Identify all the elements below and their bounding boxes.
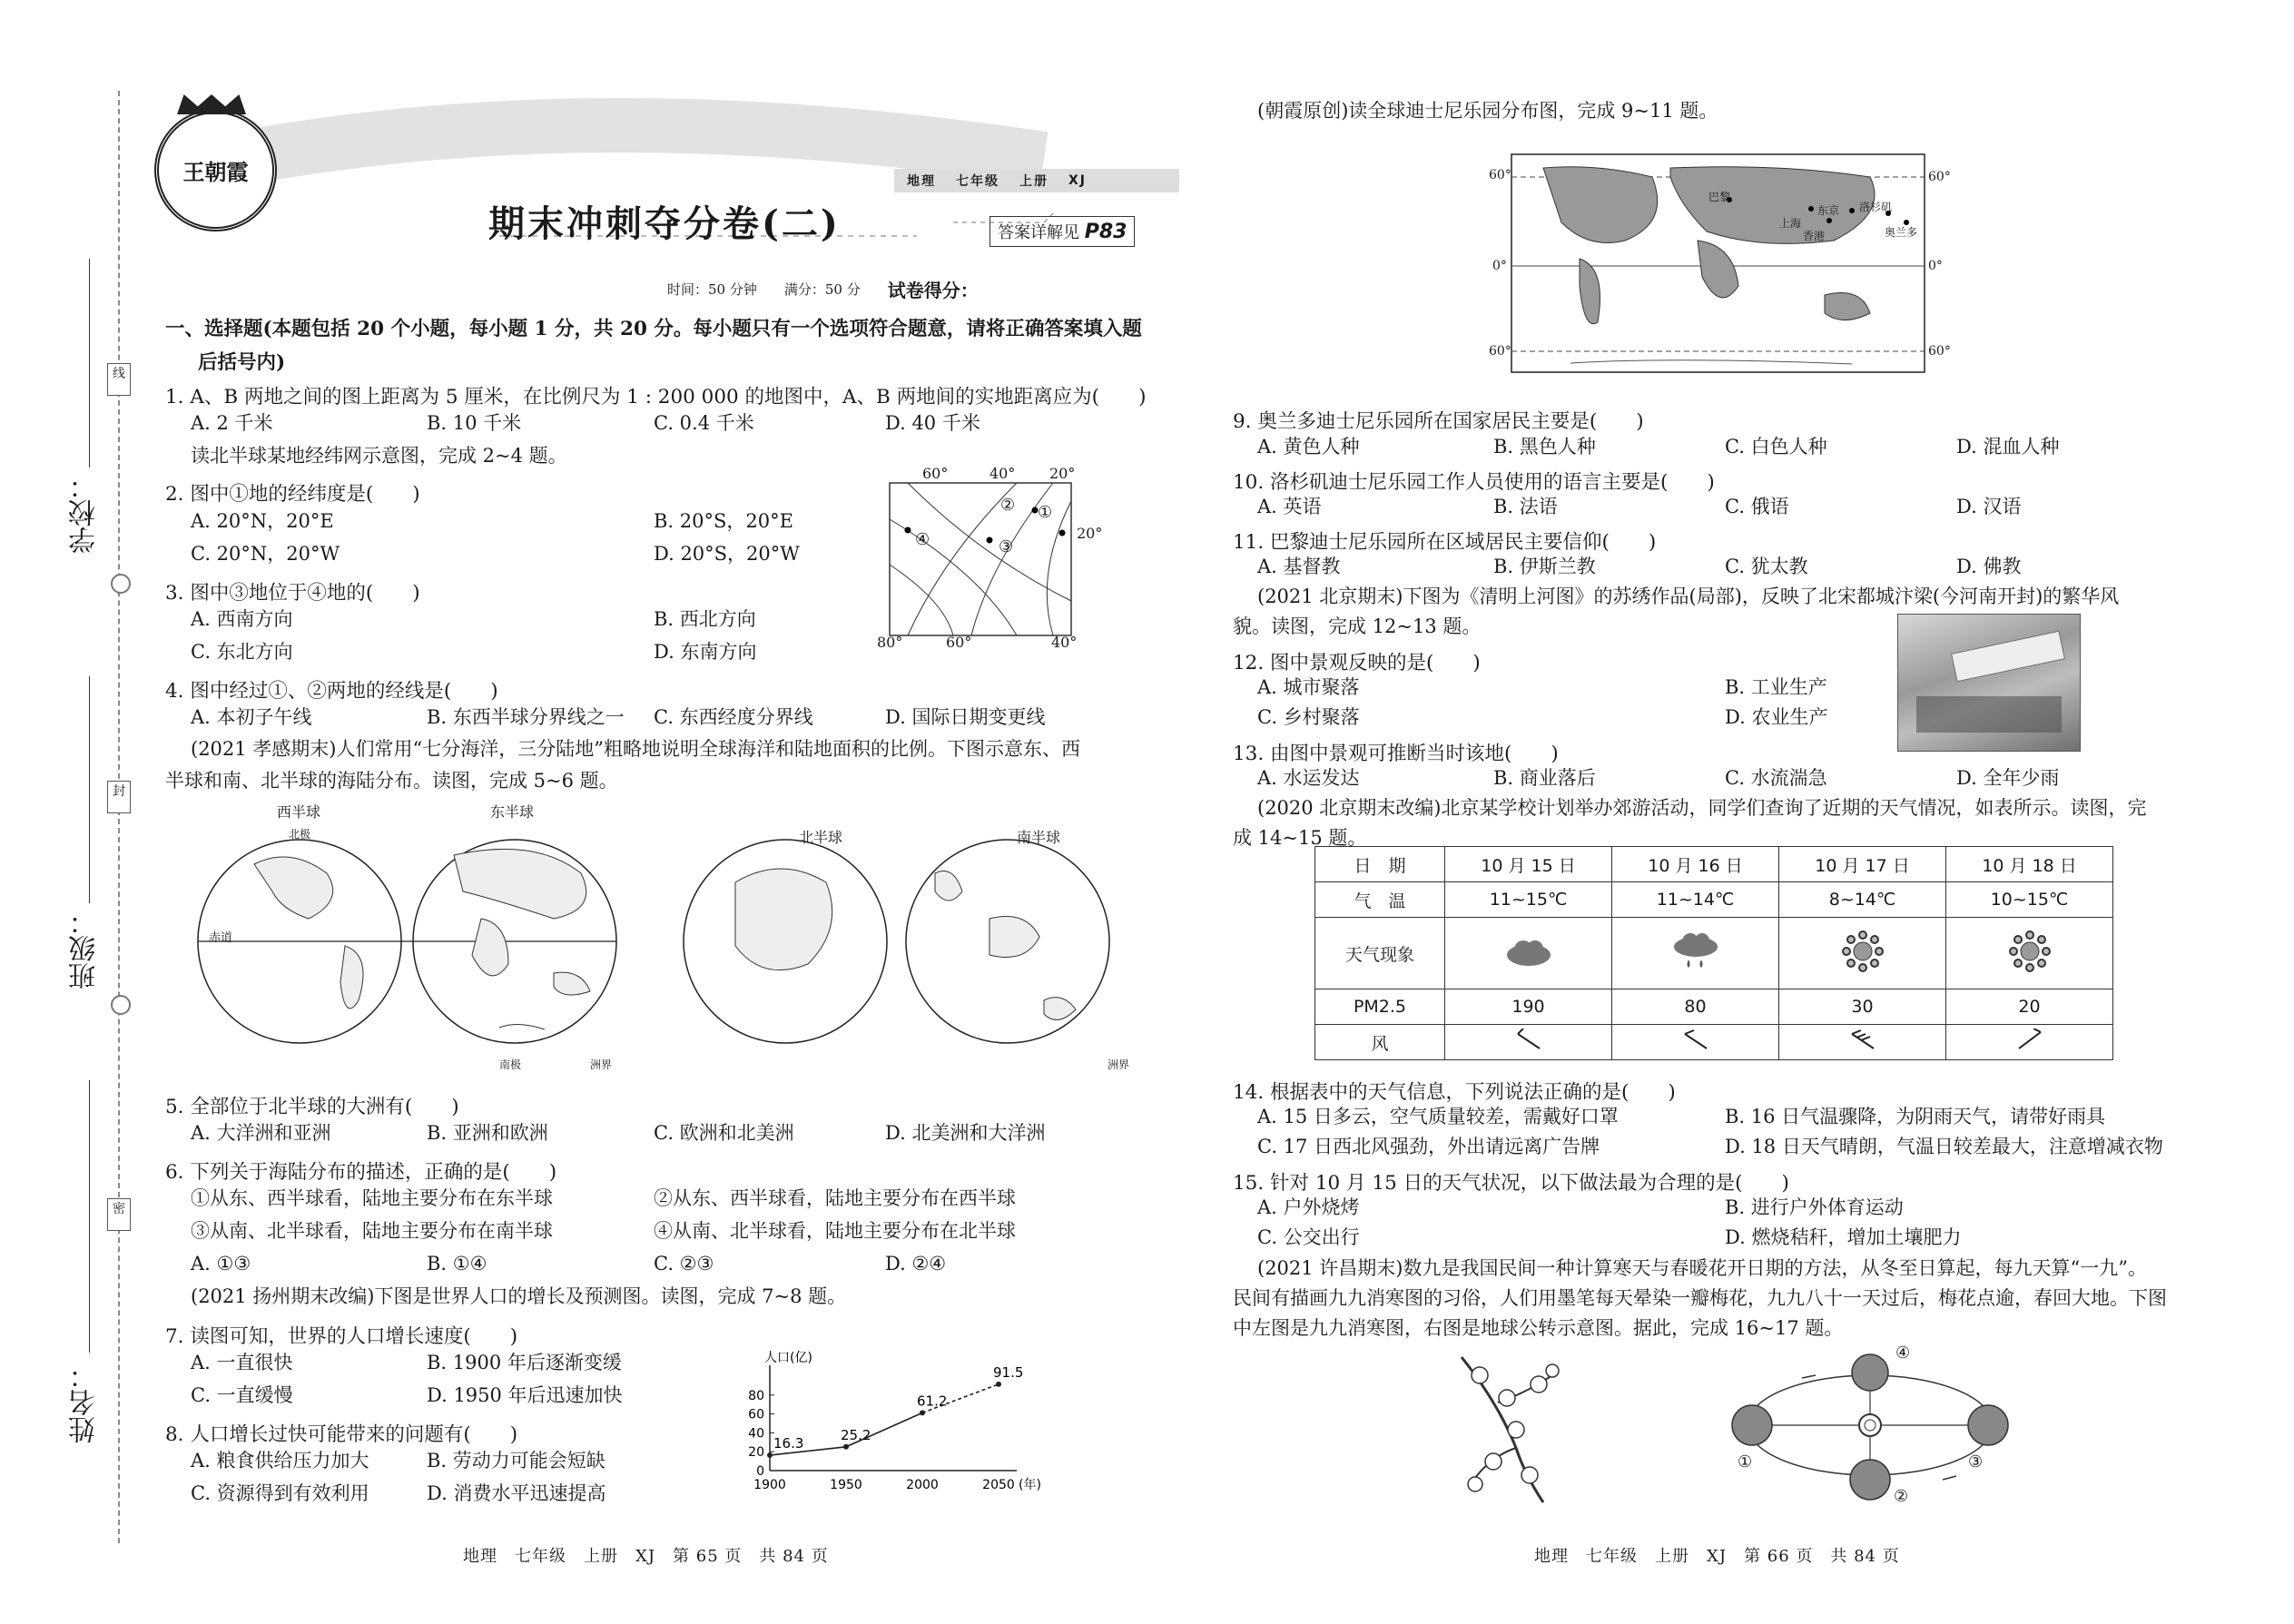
page-footer-right: 地理 七年级 上册 XJ 第 66 页 共 84 页 bbox=[1534, 1547, 1900, 1566]
table-cell: 11~15℃ bbox=[1445, 882, 1612, 918]
table-row bbox=[1315, 989, 2113, 1025]
table-header: 日 期 bbox=[1315, 847, 1445, 882]
question-12: 12. 图中景观反映的是( ) bbox=[1233, 652, 1481, 674]
binding-line bbox=[118, 91, 120, 1543]
seal-mark: 密 bbox=[107, 1198, 131, 1231]
east-hemisphere-title: 东半球 bbox=[490, 803, 535, 821]
full-score: 满分：50 分 bbox=[783, 281, 861, 298]
wind-barb-icon bbox=[1511, 1029, 1547, 1052]
option[interactable]: A. 15 日多云，空气质量较差，需戴好口罩 bbox=[1257, 1106, 1619, 1127]
statement: ②从东、西半球看，陆地主要分布在西半球 bbox=[654, 1187, 1016, 1209]
x-tick-label: 2050 bbox=[982, 1478, 1015, 1492]
table-cell: 80 bbox=[1612, 989, 1779, 1025]
city-hongkong: 香港 bbox=[1803, 230, 1826, 242]
table-row bbox=[1315, 847, 2113, 882]
table-cell bbox=[1779, 918, 1946, 989]
lat-0-right: 0° bbox=[1928, 259, 1943, 273]
grid-label-top: 40° bbox=[989, 465, 1016, 482]
latlon-grid-figure bbox=[871, 465, 1108, 651]
city-tokyo: 东京 bbox=[1817, 204, 1840, 217]
data-point bbox=[920, 1410, 925, 1415]
option[interactable]: A. 西南方向 bbox=[191, 608, 293, 630]
table-row bbox=[1315, 918, 2113, 989]
option[interactable]: B. 10 千米 bbox=[427, 412, 522, 434]
option[interactable]: C. 白色人种 bbox=[1725, 436, 1827, 458]
data-label: 61.2 bbox=[917, 1393, 948, 1410]
wind-barb-icon bbox=[2012, 1029, 2048, 1052]
table-cell: 10~15℃ bbox=[1946, 882, 2113, 918]
school-label: 学校： bbox=[69, 472, 101, 554]
option[interactable]: B. 黑色人种 bbox=[1493, 436, 1596, 458]
table-header: 天气现象 bbox=[1315, 918, 1445, 989]
intro-text: 读北半球某地经纬网示意图，完成 2~4 题。 bbox=[191, 445, 567, 467]
y-tick-label: 60 bbox=[748, 1407, 764, 1422]
y-tick-label: 20 bbox=[748, 1445, 764, 1461]
option[interactable]: D. 消费水平迅速提高 bbox=[427, 1482, 606, 1504]
intro-text: (2021 孝感期末)人们常用“七分海洋，三分陆地”粗略地说明全球海洋和陆地面积的比例。下图示意东、西 bbox=[191, 738, 1080, 760]
data-label: 16.3 bbox=[773, 1435, 804, 1452]
table-cell: 10 月 18 日 bbox=[1946, 847, 2113, 882]
grid-label-top: 60° bbox=[922, 465, 949, 482]
seal-mark: 封 bbox=[107, 781, 131, 813]
intro-text: 中左图是九九消寒图，右图是地球公转示意图。据此，完成 16~17 题。 bbox=[1233, 1317, 1844, 1339]
name-label: 姓名： bbox=[69, 1362, 101, 1443]
option[interactable]: D. 国际日期变更线 bbox=[885, 706, 1046, 728]
rain-icon bbox=[1669, 929, 1723, 974]
city-orlando: 奥兰多 bbox=[1885, 226, 1918, 239]
grid-label-top: 20° bbox=[1049, 465, 1076, 482]
option[interactable]: D. 汉语 bbox=[1956, 496, 2022, 517]
option[interactable]: D. 1950 年后迅速加快 bbox=[427, 1384, 623, 1406]
option[interactable]: C. 公交出行 bbox=[1257, 1226, 1360, 1248]
option[interactable]: B. 劳动力可能会短缺 bbox=[427, 1450, 605, 1471]
disney-world-map bbox=[1489, 150, 1961, 377]
position-1: ① bbox=[1738, 1452, 1753, 1471]
lat-60n-right: 60° bbox=[1928, 170, 1951, 184]
crown-icon bbox=[177, 94, 246, 114]
option[interactable]: B. 西北方向 bbox=[654, 608, 756, 630]
option[interactable]: C. 俄语 bbox=[1725, 496, 1789, 517]
question-8: 8. 人口增长过快可能带来的问题有( ) bbox=[165, 1423, 518, 1446]
tag-subject: 地理 bbox=[907, 174, 936, 189]
x-tick-label: 2000 bbox=[906, 1478, 939, 1492]
grid-label-bottom: 80° bbox=[877, 634, 903, 651]
question-14: 14. 根据表中的天气信息，下列说法正确的是( ) bbox=[1233, 1081, 1676, 1104]
option[interactable]: B. 16 日气温骤降，为阴雨天气，请带好雨具 bbox=[1725, 1106, 2106, 1127]
option[interactable]: C. 一直缓慢 bbox=[191, 1384, 293, 1406]
point-2: ② bbox=[1000, 496, 1016, 515]
data-point bbox=[996, 1382, 1001, 1387]
option[interactable]: D. 北美洲和大洋洲 bbox=[885, 1122, 1046, 1144]
table-cell: 10 月 16 日 bbox=[1612, 847, 1779, 882]
x-axis-label: (年) bbox=[1019, 1478, 1041, 1492]
option[interactable]: C. 犹太教 bbox=[1725, 556, 1808, 577]
option[interactable]: A. 英语 bbox=[1257, 496, 1322, 517]
hemispheres-figure bbox=[191, 801, 1153, 1073]
city-paris: 巴黎 bbox=[1708, 191, 1731, 203]
grid-label-bottom: 60° bbox=[946, 634, 972, 651]
option[interactable]: C. 东北方向 bbox=[191, 641, 293, 663]
question-4: 4. 图中经过①、②两地的经线是( ) bbox=[165, 680, 498, 703]
cloudy-icon bbox=[1501, 933, 1556, 969]
data-point bbox=[843, 1444, 849, 1450]
class-field[interactable] bbox=[89, 676, 90, 903]
question-1: 1. A、B 两地之间的图上距离为 5 厘米，在比例尺为 1 : 200 000 的地图中，A、B 两地间的实地距离应为( ) bbox=[165, 386, 1147, 408]
option[interactable]: C. 资源得到有效利用 bbox=[191, 1482, 369, 1504]
question-2: 2. 图中①地的经纬度是( ) bbox=[165, 483, 420, 506]
intro-text: 成 14~15 题。 bbox=[1233, 827, 1367, 849]
option[interactable]: A. 一直很快 bbox=[191, 1352, 293, 1373]
table-cell bbox=[1445, 1025, 1612, 1060]
weather-table bbox=[1314, 846, 2113, 1060]
page-title: 期末冲刺夺分卷(二) bbox=[488, 202, 841, 245]
table-cell bbox=[1612, 918, 1779, 989]
option[interactable]: C. 欧洲和北美洲 bbox=[654, 1122, 794, 1144]
option[interactable]: B. 法语 bbox=[1493, 496, 1558, 517]
table-cell bbox=[1779, 1025, 1946, 1060]
north-hemisphere-title: 北半球 bbox=[799, 829, 843, 846]
exam-meta bbox=[667, 276, 979, 302]
equator-label: 赤道 bbox=[209, 931, 233, 945]
option[interactable]: B. 商业落后 bbox=[1493, 767, 1596, 789]
option[interactable]: C. 17 日西北风强劲，外出请远离广告牌 bbox=[1257, 1136, 1600, 1157]
option[interactable]: C. 0.4 千米 bbox=[654, 412, 754, 434]
west-hemisphere-title: 西半球 bbox=[277, 803, 321, 821]
option[interactable]: B. 亚洲和欧洲 bbox=[427, 1122, 548, 1144]
sunny-icon bbox=[1840, 929, 1885, 974]
x-tick-label: 1950 bbox=[830, 1478, 862, 1492]
question-13: 13. 由图中景观可推断当时该地( ) bbox=[1233, 743, 1559, 765]
city-losangeles: 洛杉矶 bbox=[1859, 201, 1893, 213]
earth-revolution-diagram bbox=[1725, 1343, 2015, 1507]
option[interactable]: A. 黄色人种 bbox=[1257, 436, 1360, 458]
answer-ref-page: P83 bbox=[1084, 221, 1127, 243]
table-cell: 10 月 17 日 bbox=[1779, 847, 1946, 882]
option[interactable]: B. 20°S，20°E bbox=[654, 510, 793, 532]
option[interactable]: D. 混血人种 bbox=[1956, 436, 2060, 458]
lat-60s-right: 60° bbox=[1928, 344, 1951, 359]
intro-text: (2021 扬州期末改编)下图是世界人口的增长及预测图。读图，完成 7~8 题。 bbox=[191, 1285, 847, 1307]
intro-text: (2020 北京期末改编)北京某学校计划举办郊游活动，同学们查询了近期的天气情况，如表所示。读图，完 bbox=[1257, 797, 2147, 819]
option[interactable]: A. 2 千米 bbox=[191, 412, 273, 434]
question-5: 5. 全部位于北半球的大洲有( ) bbox=[165, 1096, 459, 1118]
point-4: ④ bbox=[915, 530, 930, 549]
option[interactable]: A. 20°N，20°E bbox=[191, 510, 334, 532]
option[interactable]: B. 伊斯兰教 bbox=[1493, 556, 1596, 577]
option[interactable]: A. 水运发达 bbox=[1257, 767, 1360, 789]
position-3: ③ bbox=[1968, 1452, 1984, 1471]
y-tick-label: 80 bbox=[748, 1388, 764, 1403]
option[interactable]: A. 基督教 bbox=[1257, 556, 1341, 577]
option[interactable]: B. ①④ bbox=[427, 1253, 487, 1275]
time-limit: 时间：50 分钟 bbox=[667, 281, 757, 298]
table-cell: 20 bbox=[1946, 989, 2113, 1025]
data-point bbox=[767, 1452, 773, 1458]
option[interactable]: B. 1900 年后逐渐变缓 bbox=[427, 1352, 622, 1373]
name-field[interactable] bbox=[89, 1080, 90, 1353]
class-label: 班级： bbox=[69, 908, 101, 989]
seal-mark: 线 bbox=[107, 363, 131, 396]
intro-text: 民间有描画九九消寒图的习俗，人们用墨笔每天晕染一瓣梅花，九九八十一天过后，梅花点逾，春回大地。下图 bbox=[1233, 1287, 2167, 1309]
lat-60n-left: 60° bbox=[1489, 168, 1511, 182]
table-cell bbox=[1445, 918, 1612, 989]
option[interactable]: C. 20°N，20°W bbox=[191, 543, 340, 565]
population-chart bbox=[726, 1351, 1053, 1505]
wind-barb-icon bbox=[1845, 1029, 1881, 1052]
north-pole-label: 北极 bbox=[289, 828, 311, 841]
option[interactable]: B. 进行户外体育运动 bbox=[1725, 1196, 1904, 1218]
score-label: 试卷得分： bbox=[887, 280, 979, 301]
tag-grade: 七年级 bbox=[956, 174, 999, 189]
table-cell bbox=[1612, 1025, 1779, 1060]
section-heading-cont: 后括号内) bbox=[198, 351, 286, 374]
option[interactable]: D. 燃烧秸秆，增加土壤肥力 bbox=[1725, 1226, 1962, 1248]
answer-ref-box bbox=[989, 216, 1135, 247]
y-tick-label: 40 bbox=[748, 1426, 764, 1442]
option[interactable]: D. 农业生产 bbox=[1725, 706, 1828, 728]
intro-text: (朝霞原创)读全球迪士尼乐园分布图，完成 9~11 题。 bbox=[1257, 100, 1718, 122]
clip-icon bbox=[111, 995, 131, 1015]
y-tick-label: 0 bbox=[756, 1464, 764, 1479]
option[interactable]: A. 大洋洲和亚洲 bbox=[191, 1122, 331, 1144]
y-axis-label: 人口(亿) bbox=[764, 1351, 812, 1365]
city-shanghai: 上海 bbox=[1779, 217, 1802, 230]
table-header: 风 bbox=[1315, 1025, 1445, 1060]
intro-text: (2021 北京期末)下图为《清明上河图》的苏绣作品(局部)，反映了北宋都城汴梁(今河南开封)的繁华风 bbox=[1257, 586, 2120, 607]
table-cell: 10 月 15 日 bbox=[1445, 847, 1612, 882]
intro-text: 貌。读图，完成 12~13 题。 bbox=[1233, 615, 1482, 637]
intro-text: (2021 许昌期末)数九是我国民间一种计算寒天与春暖花开日期的方法，从冬至日算起，每九天算“一九”。 bbox=[1257, 1257, 2147, 1279]
legend-continent-boundary: 洲界 bbox=[590, 1058, 613, 1071]
clip-icon bbox=[111, 574, 131, 594]
option[interactable]: C. 乡村聚落 bbox=[1257, 706, 1360, 728]
answer-ref-label: 答案详解见 bbox=[998, 223, 1079, 242]
option[interactable]: A. ①③ bbox=[191, 1253, 251, 1275]
option[interactable]: D. ②④ bbox=[885, 1253, 947, 1275]
tag-edition: XJ bbox=[1068, 173, 1088, 188]
table-cell: 190 bbox=[1445, 989, 1612, 1025]
question-3: 3. 图中③地位于④地的( ) bbox=[165, 582, 420, 605]
lat-0-left: 0° bbox=[1492, 259, 1507, 273]
point-1: ① bbox=[1038, 503, 1053, 522]
table-cell: 11~14℃ bbox=[1612, 882, 1779, 918]
school-field[interactable] bbox=[89, 259, 90, 468]
page-footer-left: 地理 七年级 上册 XJ 第 65 页 共 84 页 bbox=[463, 1547, 829, 1566]
table-header: PM2.5 bbox=[1315, 989, 1445, 1025]
table-cell bbox=[1946, 1025, 2113, 1060]
table-cell bbox=[1946, 918, 2113, 989]
point-3: ③ bbox=[999, 537, 1014, 556]
table-header: 气 温 bbox=[1315, 882, 1445, 918]
data-label: 91.5 bbox=[993, 1363, 1024, 1381]
statement: ③从南、北半球看，陆地主要分布在南半球 bbox=[191, 1220, 553, 1242]
intro-text: 半球和南、北半球的海陆分布。读图，完成 5~6 题。 bbox=[165, 770, 618, 792]
option[interactable]: A. 城市聚落 bbox=[1257, 676, 1360, 698]
option[interactable]: B. 东西半球分界线之一 bbox=[427, 706, 625, 728]
brand-logo bbox=[154, 109, 277, 231]
option[interactable]: A. 粮食供给压力加大 bbox=[191, 1450, 369, 1471]
plum-blossom-image bbox=[1443, 1348, 1580, 1511]
option[interactable]: D. 18 日天气晴朗，气温日较差最大，注意增减衣物 bbox=[1725, 1136, 2163, 1157]
question-11: 11. 巴黎迪士尼乐园所在区域居民主要信仰( ) bbox=[1233, 531, 1657, 554]
table-row bbox=[1315, 1025, 2113, 1060]
option[interactable]: D. 20°S，20°W bbox=[654, 543, 800, 565]
question-9: 9. 奥兰多迪士尼乐园所在国家居民主要是( ) bbox=[1233, 410, 1644, 433]
south-hemisphere-title: 南半球 bbox=[1017, 829, 1061, 846]
option[interactable]: D. 佛教 bbox=[1956, 556, 2022, 577]
option[interactable]: C. 水流湍急 bbox=[1725, 767, 1827, 789]
position-4: ④ bbox=[1895, 1343, 1911, 1363]
grid-label-right: 20° bbox=[1077, 525, 1103, 542]
data-label: 25.2 bbox=[841, 1426, 871, 1443]
question-6: 6. 下列关于海陆分布的描述，正确的是( ) bbox=[165, 1161, 557, 1184]
option[interactable]: D. 东南方向 bbox=[654, 641, 757, 663]
tag-volume: 上册 bbox=[1019, 174, 1049, 189]
x-tick-label: 1900 bbox=[753, 1478, 786, 1492]
question-15: 15. 针对 10 月 15 日的天气状况，以下做法最为合理的是( ) bbox=[1233, 1172, 1789, 1195]
option[interactable]: C. 东西经度分界线 bbox=[654, 706, 813, 728]
statement: ①从东、西半球看，陆地主要分布在东半球 bbox=[191, 1187, 553, 1209]
question-7: 7. 读图可知，世界的人口增长速度( ) bbox=[165, 1325, 518, 1348]
grid-label-bottom: 40° bbox=[1051, 634, 1078, 651]
qingming-painting-image bbox=[1897, 614, 2081, 752]
option[interactable]: A. 户外烧烤 bbox=[1257, 1196, 1360, 1218]
table-row bbox=[1315, 882, 2113, 918]
table-cell: 30 bbox=[1779, 989, 1946, 1025]
position-2: ② bbox=[1894, 1487, 1909, 1506]
statement: ④从南、北半球看，陆地主要分布在北半球 bbox=[654, 1220, 1016, 1242]
option[interactable]: D. 40 千米 bbox=[885, 412, 980, 434]
table-cell: 8~14℃ bbox=[1779, 882, 1946, 918]
brand-logo-text: 王朝霞 bbox=[182, 159, 249, 185]
wind-barb-icon bbox=[1678, 1029, 1714, 1052]
option[interactable]: B. 工业生产 bbox=[1725, 676, 1827, 698]
legend-continent-boundary: 洲界 bbox=[1108, 1058, 1130, 1071]
subject-tag bbox=[894, 169, 1179, 192]
option[interactable]: A. 本初子午线 bbox=[191, 706, 312, 728]
section-heading: 一、选择题(本题包括 20 个小题，每小题 1 分，共 20 分。每小题只有一个选项符合题意，请将正确答案填入题 bbox=[165, 318, 1142, 340]
south-pole-label: 南极 bbox=[499, 1058, 522, 1071]
sunny-icon bbox=[2007, 929, 2053, 974]
question-10: 10. 洛杉矶迪士尼乐园工作人员使用的语言主要是( ) bbox=[1233, 471, 1715, 494]
option[interactable]: C. ②③ bbox=[654, 1253, 714, 1275]
lat-60s-left: 60° bbox=[1489, 344, 1511, 359]
option[interactable]: D. 全年少雨 bbox=[1956, 767, 2060, 789]
